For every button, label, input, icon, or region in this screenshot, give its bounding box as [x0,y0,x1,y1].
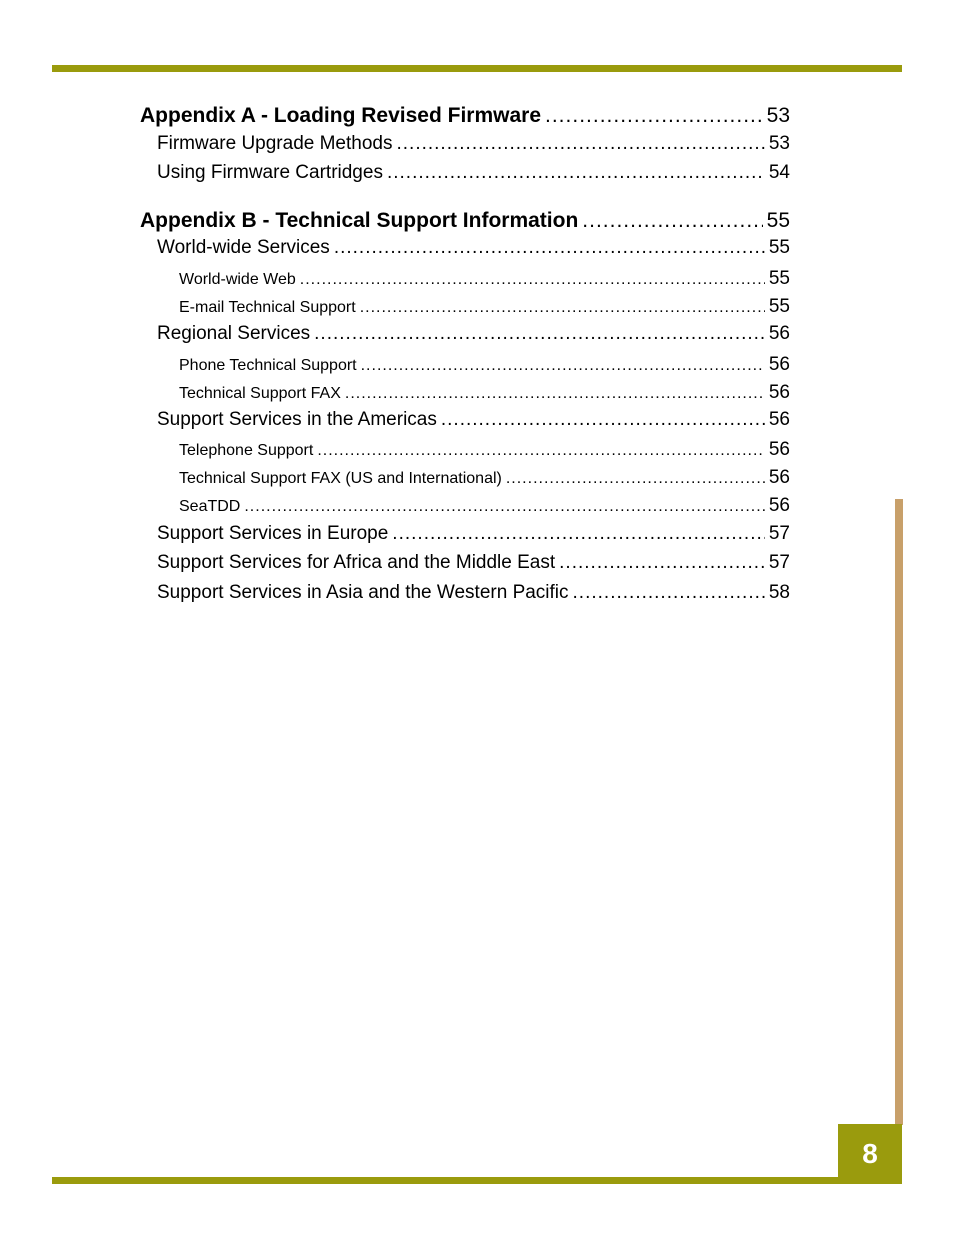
toc-entry-page: 56 [768,439,790,460]
toc-entry-label: Appendix A - Loading Revised Firmware [140,104,542,127]
toc-entry-page: 57 [768,552,790,573]
toc-leader-dots [441,409,765,431]
toc-leader-dots [334,237,765,259]
toc-entry-appendix-a[interactable] [140,104,790,128]
toc-entry-telephone-support[interactable] [179,439,790,461]
page-number: 8 [862,1138,878,1169]
toc-entry-label: Regional Services [157,323,311,344]
toc-entry-regional-services[interactable] [157,323,790,345]
toc-leader-dots [573,582,765,604]
toc-entry-label: World-wide Services [157,237,330,258]
toc-leader-dots [506,470,765,488]
toc-entry-page: 56 [768,409,790,430]
toc-leader-dots [387,162,765,184]
toc-entry-world-wide-web[interactable] [179,268,790,290]
toc-leader-dots [317,442,765,460]
toc-entry-label: Support Services in Europe [157,523,389,544]
toc-entry-using-firmware-cartridges[interactable] [157,162,790,184]
toc-entry-page: 55 [768,296,790,317]
toc-entry-label: Appendix B - Technical Support Information [140,209,579,232]
toc-leader-dots [392,523,765,545]
toc-leader-dots [396,133,764,155]
toc-entry-page: 53 [768,133,790,154]
toc-entry-support-americas[interactable] [157,409,790,431]
toc-leader-dots [559,552,765,574]
toc-entry-label: Technical Support FAX [179,385,341,402]
toc-entry-page: 56 [768,382,790,403]
toc-entry-page: 56 [768,467,790,488]
toc-leader-dots [300,271,765,289]
toc-leader-dots [345,385,765,403]
toc-entry-world-wide-services[interactable] [157,237,790,259]
toc-entry-label: Using Firmware Cartridges [157,162,383,183]
toc-entry-page: 54 [768,162,790,183]
toc-entry-support-asia-western-pacific[interactable] [157,582,790,604]
toc-leader-dots [314,323,765,345]
toc-entry-label: Telephone Support [179,442,314,459]
bottom-rule [52,1177,902,1184]
toc-entry-page: 56 [768,354,790,375]
toc-entry-page: 53 [766,104,790,127]
toc-entry-label: Phone Technical Support [179,357,357,374]
top-rule [52,65,902,72]
toc-entry-firmware-upgrade-methods[interactable] [157,133,790,155]
toc-leader-dots [360,299,765,317]
toc-entry-email-technical-support[interactable] [179,296,790,318]
toc-entry-support-africa-middle-east[interactable] [157,552,790,574]
toc-entry-page: 56 [768,323,790,344]
toc-entry-label: E-mail Technical Support [179,299,356,316]
toc-entry-technical-support-fax[interactable] [179,382,790,404]
toc-entry-page: 56 [768,495,790,516]
toc-entry-appendix-b[interactable] [140,209,790,233]
toc-entry-page: 58 [768,582,790,603]
toc-leader-dots [244,498,765,516]
toc-entry-page: 55 [766,209,790,232]
toc-entry-label: Support Services for Africa and the Middle East [157,552,556,573]
toc-leader-dots [582,209,762,233]
toc-entry-page: 55 [768,237,790,258]
toc-entry-technical-support-fax-us-intl[interactable] [179,467,790,489]
toc-entry-label: Support Services in Asia and the Western Pacific [157,582,569,603]
page-number-box [838,1124,902,1184]
toc-entry-label: SeaTDD [179,498,241,515]
toc-entry-support-europe[interactable] [157,523,790,545]
toc-entry-label: Firmware Upgrade Methods [157,133,393,154]
toc-entry-page: 57 [768,523,790,544]
toc-leader-dots [545,104,763,128]
toc-entry-label: Technical Support FAX (US and International) [179,470,502,487]
toc-leader-dots [361,357,765,375]
toc-entry-label: World-wide Web [179,271,296,288]
toc-entry-seatdd[interactable] [179,495,790,517]
toc-entry-label: Support Services in the Americas [157,409,437,430]
toc-entry-phone-technical-support[interactable] [179,354,790,376]
toc-entry-page: 55 [768,268,790,289]
side-accent-bar [895,499,903,1125]
